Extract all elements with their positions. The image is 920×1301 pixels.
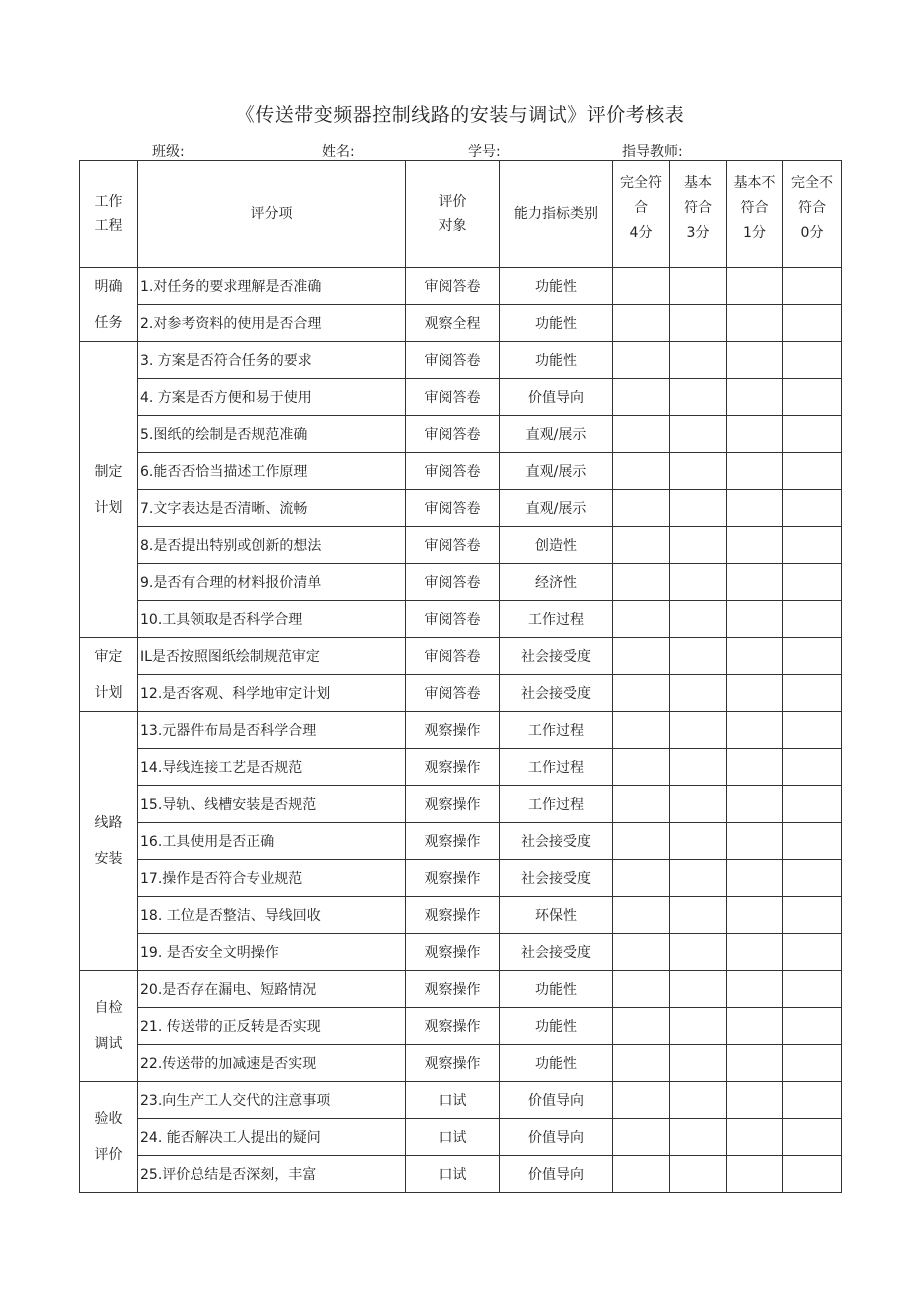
- item-cell: 3. 方案是否符合任务的要求: [138, 342, 406, 379]
- score-4-cell[interactable]: [613, 453, 670, 490]
- score-4-cell[interactable]: [613, 1119, 670, 1156]
- score-1-cell[interactable]: [727, 638, 783, 675]
- score-3-cell[interactable]: [670, 749, 727, 786]
- object-cell: 观察操作: [406, 786, 500, 823]
- group-cell: 审定 计划: [80, 638, 138, 712]
- object-cell: 审阅答卷: [406, 268, 500, 305]
- score-4-cell[interactable]: [613, 416, 670, 453]
- object-cell: 审阅答卷: [406, 490, 500, 527]
- object-cell: 审阅答卷: [406, 527, 500, 564]
- score-1-cell[interactable]: [727, 971, 783, 1008]
- score-0-cell[interactable]: [783, 1156, 842, 1193]
- score-4-cell[interactable]: [613, 1156, 670, 1193]
- page-title: 《传送带变频器控制线路的安装与调试》评价考核表: [235, 104, 685, 126]
- score-1-cell[interactable]: [727, 342, 783, 379]
- score-0-cell[interactable]: [783, 268, 842, 305]
- category-cell: 功能性: [500, 1008, 613, 1045]
- score-4-cell[interactable]: [613, 490, 670, 527]
- score-4-cell[interactable]: [613, 786, 670, 823]
- category-cell: 功能性: [500, 1045, 613, 1082]
- score-3-cell[interactable]: [670, 1008, 727, 1045]
- score-4-cell[interactable]: [613, 675, 670, 712]
- object-cell: 审阅答卷: [406, 416, 500, 453]
- table-row: [80, 601, 842, 638]
- score-4-cell[interactable]: [613, 268, 670, 305]
- score-0-cell[interactable]: [783, 564, 842, 601]
- item-cell: 16.工具使用是否正确: [138, 823, 406, 860]
- score-0-cell[interactable]: [783, 601, 842, 638]
- item-cell: 1.对任务的要求理解是否准确: [138, 268, 406, 305]
- object-cell: 审阅答卷: [406, 379, 500, 416]
- item-cell: 12.是否客观、科学地审定计划: [138, 675, 406, 712]
- group-cell: 制定 计划: [80, 342, 138, 638]
- score-1-cell[interactable]: [727, 527, 783, 564]
- object-cell: 口试: [406, 1082, 500, 1119]
- score-3-cell[interactable]: [670, 860, 727, 897]
- score-1-cell[interactable]: [727, 490, 783, 527]
- table-row: [80, 638, 842, 675]
- score-0-cell[interactable]: [783, 342, 842, 379]
- score-0-cell[interactable]: [783, 1008, 842, 1045]
- object-cell: 观察操作: [406, 860, 500, 897]
- category-cell: 价值导向: [500, 1156, 613, 1193]
- score-0-cell[interactable]: [783, 860, 842, 897]
- object-cell: 审阅答卷: [406, 675, 500, 712]
- score-0-cell[interactable]: [783, 527, 842, 564]
- score-0-cell[interactable]: [783, 897, 842, 934]
- item-cell: 2.对参考资料的使用是否合理: [138, 305, 406, 342]
- score-4-cell[interactable]: [613, 823, 670, 860]
- score-1-cell[interactable]: [727, 749, 783, 786]
- score-3-cell[interactable]: [670, 453, 727, 490]
- table-row: [80, 675, 842, 712]
- score-4-cell[interactable]: [613, 638, 670, 675]
- score-1-cell[interactable]: [727, 1045, 783, 1082]
- category-cell: 工作过程: [500, 786, 613, 823]
- table-row: [80, 823, 842, 860]
- score-1-cell[interactable]: [727, 564, 783, 601]
- item-cell: 19. 是否安全文明操作: [138, 934, 406, 971]
- item-cell: IL是否按照图纸绘制规范审定: [138, 638, 406, 675]
- category-cell: 直观/展示: [500, 453, 613, 490]
- score-0-cell[interactable]: [783, 749, 842, 786]
- table-row: [80, 1045, 842, 1082]
- object-cell: 观察操作: [406, 1008, 500, 1045]
- score-1-cell[interactable]: [727, 601, 783, 638]
- category-cell: 社会接受度: [500, 823, 613, 860]
- header-score-3: 基本 符合 3分: [670, 161, 727, 268]
- object-cell: 观察操作: [406, 897, 500, 934]
- category-cell: 工作过程: [500, 749, 613, 786]
- header-row: [80, 161, 842, 268]
- category-cell: 价值导向: [500, 1082, 613, 1119]
- score-4-cell[interactable]: [613, 1008, 670, 1045]
- score-3-cell[interactable]: [670, 527, 727, 564]
- group-cell: 自检 调试: [80, 971, 138, 1082]
- score-4-cell[interactable]: [613, 527, 670, 564]
- category-cell: 功能性: [500, 342, 613, 379]
- score-3-cell[interactable]: [670, 305, 727, 342]
- item-cell: 23.向生产工人交代的注意事项: [138, 1082, 406, 1119]
- evaluation-table: [79, 160, 842, 1193]
- table-row: [80, 1082, 842, 1119]
- category-cell: 经济性: [500, 564, 613, 601]
- score-4-cell[interactable]: [613, 971, 670, 1008]
- score-1-cell[interactable]: [727, 379, 783, 416]
- object-cell: 审阅答卷: [406, 564, 500, 601]
- score-0-cell[interactable]: [783, 1119, 842, 1156]
- score-1-cell[interactable]: [727, 1082, 783, 1119]
- category-cell: 创造性: [500, 527, 613, 564]
- score-1-cell[interactable]: [727, 305, 783, 342]
- score-4-cell[interactable]: [613, 860, 670, 897]
- score-0-cell[interactable]: [783, 305, 842, 342]
- score-0-cell[interactable]: [783, 416, 842, 453]
- score-4-cell[interactable]: [613, 897, 670, 934]
- header-score-0: 完全不 符合 0分: [783, 161, 842, 268]
- category-cell: 功能性: [500, 305, 613, 342]
- score-4-cell[interactable]: [613, 379, 670, 416]
- score-3-cell[interactable]: [670, 564, 727, 601]
- score-3-cell[interactable]: [670, 897, 727, 934]
- category-cell: 社会接受度: [500, 860, 613, 897]
- score-4-cell[interactable]: [613, 342, 670, 379]
- score-1-cell[interactable]: [727, 416, 783, 453]
- header-process: 工作 工程: [80, 161, 138, 268]
- score-1-cell[interactable]: [727, 786, 783, 823]
- table-row: [80, 1119, 842, 1156]
- table-row: [80, 379, 842, 416]
- object-cell: 观察操作: [406, 971, 500, 1008]
- item-cell: 6.能否否恰当描述工作原理: [138, 453, 406, 490]
- score-1-cell[interactable]: [727, 1156, 783, 1193]
- score-1-cell[interactable]: [727, 1008, 783, 1045]
- category-cell: 功能性: [500, 268, 613, 305]
- item-cell: 18. 工位是否整洁、导线回收: [138, 897, 406, 934]
- score-3-cell[interactable]: [670, 416, 727, 453]
- score-0-cell[interactable]: [783, 453, 842, 490]
- score-4-cell[interactable]: [613, 712, 670, 749]
- score-1-cell[interactable]: [727, 897, 783, 934]
- item-cell: 14.导线连接工艺是否规范: [138, 749, 406, 786]
- score-3-cell[interactable]: [670, 342, 727, 379]
- score-3-cell[interactable]: [670, 823, 727, 860]
- object-cell: 审阅答卷: [406, 453, 500, 490]
- table-row: [80, 342, 842, 379]
- item-cell: 7.文字表达是否清晰、流畅: [138, 490, 406, 527]
- item-cell: 20.是否存在漏电、短路情况: [138, 971, 406, 1008]
- category-cell: 社会接受度: [500, 638, 613, 675]
- score-0-cell[interactable]: [783, 675, 842, 712]
- table-row: [80, 712, 842, 749]
- table-row: [80, 305, 842, 342]
- category-cell: 社会接受度: [500, 675, 613, 712]
- item-cell: 25.评价总结是否深刻，丰富: [138, 1156, 406, 1193]
- item-cell: 13.元器件布局是否科学合理: [138, 712, 406, 749]
- table-row: [80, 1156, 842, 1193]
- object-cell: 审阅答卷: [406, 601, 500, 638]
- score-0-cell[interactable]: [783, 934, 842, 971]
- score-0-cell[interactable]: [783, 490, 842, 527]
- item-cell: 15.导轨、线槽安装是否规范: [138, 786, 406, 823]
- group-cell: 验收 评价: [80, 1082, 138, 1193]
- header-category: 能力指标类别: [500, 161, 613, 268]
- header-item: 评分项: [138, 161, 406, 268]
- table-row: [80, 1008, 842, 1045]
- score-1-cell[interactable]: [727, 712, 783, 749]
- table-row: [80, 860, 842, 897]
- score-1-cell[interactable]: [727, 268, 783, 305]
- group-cell: 线路 安装: [80, 712, 138, 971]
- score-0-cell[interactable]: [783, 1082, 842, 1119]
- score-3-cell[interactable]: [670, 1119, 727, 1156]
- score-0-cell[interactable]: [783, 1045, 842, 1082]
- score-4-cell[interactable]: [613, 305, 670, 342]
- object-cell: 观察操作: [406, 712, 500, 749]
- object-cell: 观察全程: [406, 305, 500, 342]
- score-3-cell[interactable]: [670, 971, 727, 1008]
- score-4-cell[interactable]: [613, 564, 670, 601]
- score-0-cell[interactable]: [783, 786, 842, 823]
- score-1-cell[interactable]: [727, 675, 783, 712]
- score-3-cell[interactable]: [670, 1082, 727, 1119]
- score-1-cell[interactable]: [727, 823, 783, 860]
- item-cell: 9.是否有合理的材料报价清单: [138, 564, 406, 601]
- score-3-cell[interactable]: [670, 379, 727, 416]
- score-3-cell[interactable]: [670, 601, 727, 638]
- table-row: [80, 934, 842, 971]
- category-cell: 价值导向: [500, 379, 613, 416]
- item-cell: 24. 能否解决工人提出的疑问: [138, 1119, 406, 1156]
- object-cell: 观察操作: [406, 749, 500, 786]
- item-cell: 22.传送带的加减速是否实现: [138, 1045, 406, 1082]
- class-label: 班级:: [152, 144, 185, 160]
- object-cell: 审阅答卷: [406, 638, 500, 675]
- item-cell: 21. 传送带的正反转是否实现: [138, 1008, 406, 1045]
- table-row: [80, 749, 842, 786]
- category-cell: 社会接受度: [500, 934, 613, 971]
- category-cell: 工作过程: [500, 601, 613, 638]
- table-row: [80, 490, 842, 527]
- score-0-cell[interactable]: [783, 712, 842, 749]
- table-row: [80, 527, 842, 564]
- score-4-cell[interactable]: [613, 601, 670, 638]
- object-cell: 观察操作: [406, 823, 500, 860]
- object-cell: 观察操作: [406, 934, 500, 971]
- score-1-cell[interactable]: [727, 934, 783, 971]
- score-3-cell[interactable]: [670, 712, 727, 749]
- item-cell: 4. 方案是否方便和易于使用: [138, 379, 406, 416]
- category-cell: 工作过程: [500, 712, 613, 749]
- table-body: [80, 268, 842, 1193]
- header-score-1: 基本不 符合 1分: [727, 161, 783, 268]
- score-3-cell[interactable]: [670, 490, 727, 527]
- score-0-cell[interactable]: [783, 638, 842, 675]
- table-row: [80, 416, 842, 453]
- teacher-label: 指导教师:: [622, 144, 683, 160]
- score-0-cell[interactable]: [783, 823, 842, 860]
- item-cell: 10.工具领取是否科学合理: [138, 601, 406, 638]
- category-cell: 直观/展示: [500, 416, 613, 453]
- score-1-cell[interactable]: [727, 1119, 783, 1156]
- item-cell: 8.是否提出特别或创新的想法: [138, 527, 406, 564]
- object-cell: 观察操作: [406, 1045, 500, 1082]
- item-cell: 17.操作是否符合专业规范: [138, 860, 406, 897]
- student-id-label: 学号:: [468, 144, 501, 160]
- table-row: [80, 268, 842, 305]
- score-3-cell[interactable]: [670, 268, 727, 305]
- score-4-cell[interactable]: [613, 1045, 670, 1082]
- object-cell: 口试: [406, 1156, 500, 1193]
- table-row: [80, 897, 842, 934]
- table-row: [80, 453, 842, 490]
- category-cell: 功能性: [500, 971, 613, 1008]
- score-3-cell[interactable]: [670, 1156, 727, 1193]
- category-cell: 价值导向: [500, 1119, 613, 1156]
- score-4-cell[interactable]: [613, 1082, 670, 1119]
- score-0-cell[interactable]: [783, 379, 842, 416]
- score-3-cell[interactable]: [670, 786, 727, 823]
- score-4-cell[interactable]: [613, 749, 670, 786]
- group-cell: 明确 任务: [80, 268, 138, 342]
- score-1-cell[interactable]: [727, 453, 783, 490]
- category-cell: 环保性: [500, 897, 613, 934]
- table-row: [80, 786, 842, 823]
- header-object: 评价 对象: [406, 161, 500, 268]
- object-cell: 口试: [406, 1119, 500, 1156]
- table-row: [80, 971, 842, 1008]
- score-1-cell[interactable]: [727, 860, 783, 897]
- score-0-cell[interactable]: [783, 971, 842, 1008]
- score-3-cell[interactable]: [670, 1045, 727, 1082]
- score-3-cell[interactable]: [670, 934, 727, 971]
- name-label: 姓名:: [322, 144, 355, 160]
- score-3-cell[interactable]: [670, 638, 727, 675]
- object-cell: 审阅答卷: [406, 342, 500, 379]
- header-score-4: 完全符 合 4分: [613, 161, 670, 268]
- table-row: [80, 564, 842, 601]
- category-cell: 直观/展示: [500, 490, 613, 527]
- score-3-cell[interactable]: [670, 675, 727, 712]
- item-cell: 5.图纸的绘制是否规范准确: [138, 416, 406, 453]
- score-4-cell[interactable]: [613, 934, 670, 971]
